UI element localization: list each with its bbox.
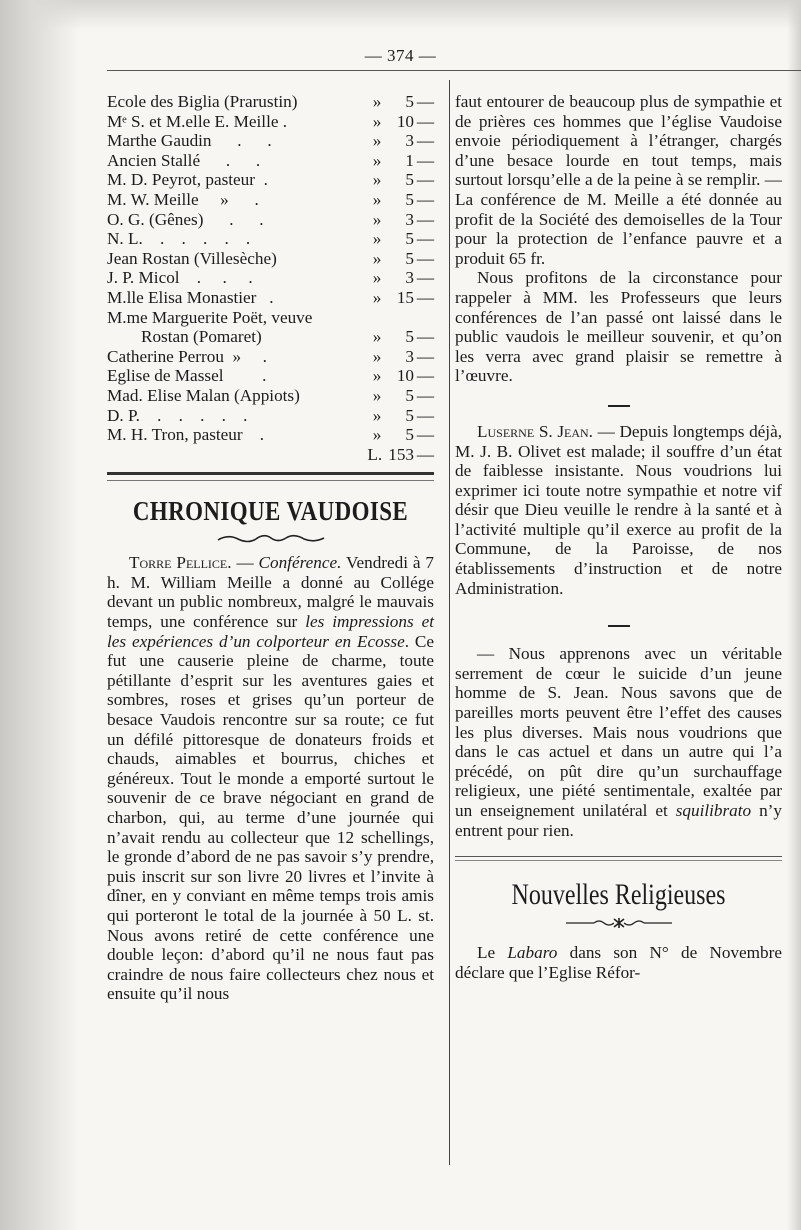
ditto-mark: »	[372, 131, 382, 151]
amount-dash: —	[416, 287, 434, 307]
donation-amount: 3	[405, 131, 414, 151]
donation-list	[107, 92, 434, 445]
amount-dash: —	[416, 150, 434, 170]
page-right-shadow	[787, 0, 801, 1230]
squilibrato-word: squilibrato	[675, 801, 752, 820]
donation-amount: 5	[405, 425, 414, 445]
donation-amount: 5	[405, 189, 414, 209]
torre-text-a: Vendredi à 7 h. M. William Meille a donné au Collége devant un public nombreux, malgré le mauvais temps, une conférence sur	[107, 553, 434, 632]
ditto-mark: »	[372, 150, 382, 170]
ditto-mark: »	[372, 229, 382, 249]
luserne-text: — Depuis longtemps déjà, M. J. B. Olivet est malade; il souffre d’un état de faiblesse insistante. Nous voudrions lui exprimer ici toute notre sympathie et notre vif désir que Dieu veuille le rendre à la santé et à l’activité multiple qu’il exerce au profit de la Commune, de la Paroisse, de nos établissements d’instruction et de notre Administration.	[455, 421, 782, 598]
donor-name: Ecole des Biglia (Prarustin)	[107, 92, 298, 111]
donation-row	[107, 170, 434, 190]
place-luserne: Luserne S. Jean.	[477, 421, 593, 441]
donor-name: Ancien Stallé . .	[107, 150, 261, 170]
total-label: L.	[367, 444, 383, 464]
amount-dash: —	[416, 268, 434, 288]
donation-row	[107, 190, 434, 210]
flourish-ornament	[107, 531, 434, 549]
donation-row	[107, 229, 434, 249]
amount-dash: —	[416, 111, 434, 131]
amount-dash: —	[416, 170, 434, 190]
donation-amount: 5	[405, 92, 414, 111]
ditto-mark: »	[372, 366, 382, 386]
section-rule	[455, 856, 782, 861]
donation-row	[107, 151, 434, 171]
ditto-mark: »	[372, 327, 382, 347]
donation-row	[107, 425, 434, 445]
amount-dash: —	[416, 425, 434, 445]
donor-name: M.lle Elisa Monastier .	[107, 287, 274, 307]
section-rule	[107, 472, 434, 481]
donation-row	[107, 112, 434, 132]
donation-row	[107, 386, 434, 406]
amount-dash: —	[416, 229, 434, 249]
suicide-text-b: n’y entrent pour rien.	[455, 801, 782, 840]
amount-dash: —	[416, 131, 434, 151]
donation-amount: 10	[396, 366, 414, 386]
ditto-mark: »	[372, 248, 382, 268]
donation-amount: 5	[405, 327, 414, 347]
torre-text-b: . Ce fut une causerie pleine de charme, toute pétillante d’esprit sur les aventures gaies et sombres, roses et grises qu’un porteur de besace Vaudois rencontre sur sa route; ce fut un défilé pittoresque de donateurs froids et chauds, aimables et bourrus, chiches et généreux. Tout le monde a emporté surtout le souvenir de ce brave négociant en grand de charbon, qui, au terme d’une journée qui n’avait rendu au collecteur que 12 schellings, le gronde d’abord de ne pas savoir s’y prendre, puis inscrit sur son livre 20 livres et l’invite à dîner, en y conviant en même temps trois amis qui porteront le total de la journée à 50 L. st. Nous avons retiré de cette conférence une double leçon: d’abord qu’il ne nous faut pas craindre de nous faire collecteurs chez nous et ensuite qu’il nous	[107, 631, 434, 1004]
topic-conference: Conférence.	[258, 553, 342, 573]
donor-name: M. W. Meille » .	[107, 189, 259, 209]
ditto-mark: »	[372, 189, 382, 209]
journal-labaro: Labaro	[507, 943, 558, 963]
amount-dash: —	[416, 327, 434, 347]
donor-name: N. L. . . . . .	[107, 229, 251, 249]
amount-dash: —	[416, 385, 434, 405]
labaro-text-b: dans son N° de Novembre déclare que l’Eglise Réfor-	[455, 943, 782, 982]
donation-row	[107, 327, 434, 347]
total-amount: 153	[388, 444, 414, 464]
ornament-swash-icon	[216, 532, 326, 546]
left-column	[107, 92, 434, 1004]
ditto-mark: »	[372, 405, 382, 425]
donation-row	[107, 92, 434, 112]
page-top-shadow	[0, 0, 801, 30]
donation-amount: 5	[405, 248, 414, 268]
ditto-mark: »	[372, 111, 382, 131]
donor-name: Eglise de Massel .	[107, 366, 267, 386]
amount-dash: —	[416, 405, 434, 425]
donation-amount: 10	[396, 111, 414, 131]
header-rule	[107, 70, 801, 71]
donation-amount: 3	[405, 346, 414, 366]
ditto-mark: »	[372, 346, 382, 366]
total-dash: —	[416, 444, 434, 464]
donation-row	[107, 268, 434, 288]
donation-row	[107, 347, 434, 367]
suicide-article	[455, 644, 782, 840]
donation-amount: 5	[405, 405, 414, 425]
donation-amount: 5	[405, 385, 414, 405]
donor-name: Jean Rostan (Villesèche)	[107, 248, 277, 268]
donation-row	[107, 366, 434, 386]
donation-amount: 5	[405, 170, 414, 190]
donation-row	[107, 406, 434, 426]
ditto-mark: »	[372, 385, 382, 405]
donor-name: Catherine Perrou » .	[107, 346, 267, 366]
donation-amount: 3	[405, 268, 414, 288]
dash-separator	[455, 392, 782, 418]
donation-amount: 1	[405, 150, 414, 170]
ditto-mark: »	[372, 170, 382, 190]
donor-name: Mad. Elise Malan (Appiots)	[107, 385, 300, 405]
ornament-star-icon	[564, 916, 674, 930]
column-divider	[449, 80, 450, 1165]
donation-amount: 15	[396, 287, 414, 307]
donor-name: M. H. Tron, pasteur .	[107, 425, 265, 445]
amount-dash: —	[416, 366, 434, 386]
lecture-title: les impressions et les expériences d’un colporteur en Ecosse	[107, 612, 434, 651]
donor-name: J. P. Micol . . .	[107, 268, 253, 288]
conference-continuation: faut entourer de beaucoup plus de sympathie et de prières ces hommes que l’église Vaudoise envoie périodiquement à l’étranger, chargés d’une besace lourde en tout temps, mais surtout lorsqu’elle a de la peine à se remplir. — La conférence de M. Meille a été donnée au profit de la Société des demoiselles de la Tour pour la protection de l’enfance pauvre et a produit 65 fr.	[455, 92, 782, 268]
donation-row	[107, 288, 434, 308]
donor-name: M. D. Peyrot, pasteur .	[107, 170, 268, 190]
page-number: — 374 —	[364, 46, 437, 65]
donation-row	[107, 210, 434, 230]
chronique-title: CHRONIQUE VAUDOISE	[132, 496, 409, 527]
luserne-article	[455, 422, 782, 598]
place-torre-pellice: Torre Pellice.	[129, 553, 232, 573]
ditto-mark: »	[372, 209, 382, 229]
labaro-text-a: Le	[477, 943, 508, 963]
donor-name: D. P. . . . . .	[107, 405, 248, 425]
suicide-text-a: — Nous apprenons avec un véritable serrement de cœur le suicide d’un jeune homme de S. Jean. Nous savons que de pareilles morts peuvent être l’effet des causes les plus diverses. Mais nous voudrions que dans le cas actuel et dans un autre qui l’a précédé, on pût dire qu’un surchauffage religieux, une piété sentimentale, exaltée par un enseignement unilatéral et	[455, 644, 782, 820]
donation-row	[107, 249, 434, 269]
nouvelles-title: Nouvelles Religieuses	[511, 878, 726, 912]
right-column	[455, 92, 782, 982]
donor-name: Mᵉ S. et M.elle E. Meille .	[107, 111, 288, 131]
amount-dash: —	[416, 92, 434, 111]
donation-row	[107, 308, 434, 328]
dash-separator	[455, 612, 782, 638]
donor-name: Marthe Gaudin . .	[107, 131, 272, 151]
donor-name: O. G. (Gênes) . .	[107, 209, 264, 229]
flourish-ornament	[455, 915, 782, 933]
amount-dash: —	[416, 248, 434, 268]
professors-paragraph: Nous profitons de la circonstance pour rappeler à MM. les Professeurs que leurs conférences de l’an passé ont laissé dans le public vaudois le meilleur souvenir, et qu’on les verra avec grand plaisir se remettre à l’œuvre.	[455, 268, 782, 386]
donation-row	[107, 131, 434, 151]
torre-pellice-article	[107, 553, 434, 1004]
page-left-shadow	[0, 0, 80, 1230]
donor-name: M.me Marguerite Poët, veuve	[107, 307, 313, 327]
amount-dash: —	[416, 189, 434, 209]
ditto-mark: »	[372, 92, 382, 111]
ditto-mark: »	[372, 287, 382, 307]
amount-dash: —	[416, 209, 434, 229]
amount-dash: —	[416, 346, 434, 366]
ditto-mark: »	[372, 425, 382, 445]
donation-amount: 5	[405, 229, 414, 249]
donor-name: Rostan (Pomaret)	[141, 327, 262, 347]
donation-total	[107, 445, 434, 465]
ditto-mark: »	[372, 268, 382, 288]
separator: —	[231, 553, 259, 573]
labaro-article	[455, 943, 782, 982]
donation-amount: 3	[405, 209, 414, 229]
